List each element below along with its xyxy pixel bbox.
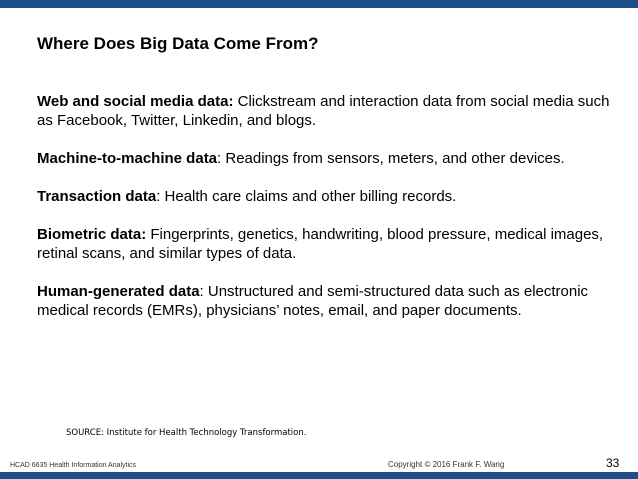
top-accent-bar: [0, 0, 638, 8]
item-text: : Readings from sensors, meters, and other devices.: [217, 150, 565, 167]
item-web-social: [37, 92, 612, 130]
footer-copyright: Copyright © 2016 Frank F. Wang: [388, 460, 505, 469]
item-text: Fingerprints, genetics, handwriting, blood pressure, medical images, retinal scans, and similar types of data.: [37, 226, 604, 262]
page-number: 33: [606, 456, 620, 470]
slide-body: [37, 92, 612, 339]
item-text: Clickstream and interaction data from social media such as Facebook, Twitter, Linkedin, and blogs.: [37, 93, 610, 129]
item-transaction: [37, 187, 612, 206]
item-label: Biometric data:: [37, 226, 147, 243]
item-label: Machine-to-machine data: [37, 150, 218, 167]
item-biometric: [37, 225, 612, 263]
item-machine-to-machine: [37, 149, 612, 168]
item-text: : Health care claims and other billing records.: [156, 188, 457, 205]
slide-title: Where Does Big Data Come From?: [37, 34, 319, 53]
item-human-generated: [37, 282, 612, 320]
bottom-accent-bar: [0, 472, 638, 479]
footer-course: HCAD 6635 Health Information Analytics: [10, 462, 137, 469]
item-label: Web and social media data:: [37, 93, 234, 110]
item-label: Human-generated data: [37, 283, 200, 300]
source-note: SOURCE: Institute for Health Technology Transformation.: [66, 428, 307, 438]
item-text: : Unstructured and semi-structured data such as electronic medical records (EMRs), physicians’ notes, email, and paper documents.: [37, 283, 589, 319]
item-label: Transaction data: [37, 188, 157, 205]
